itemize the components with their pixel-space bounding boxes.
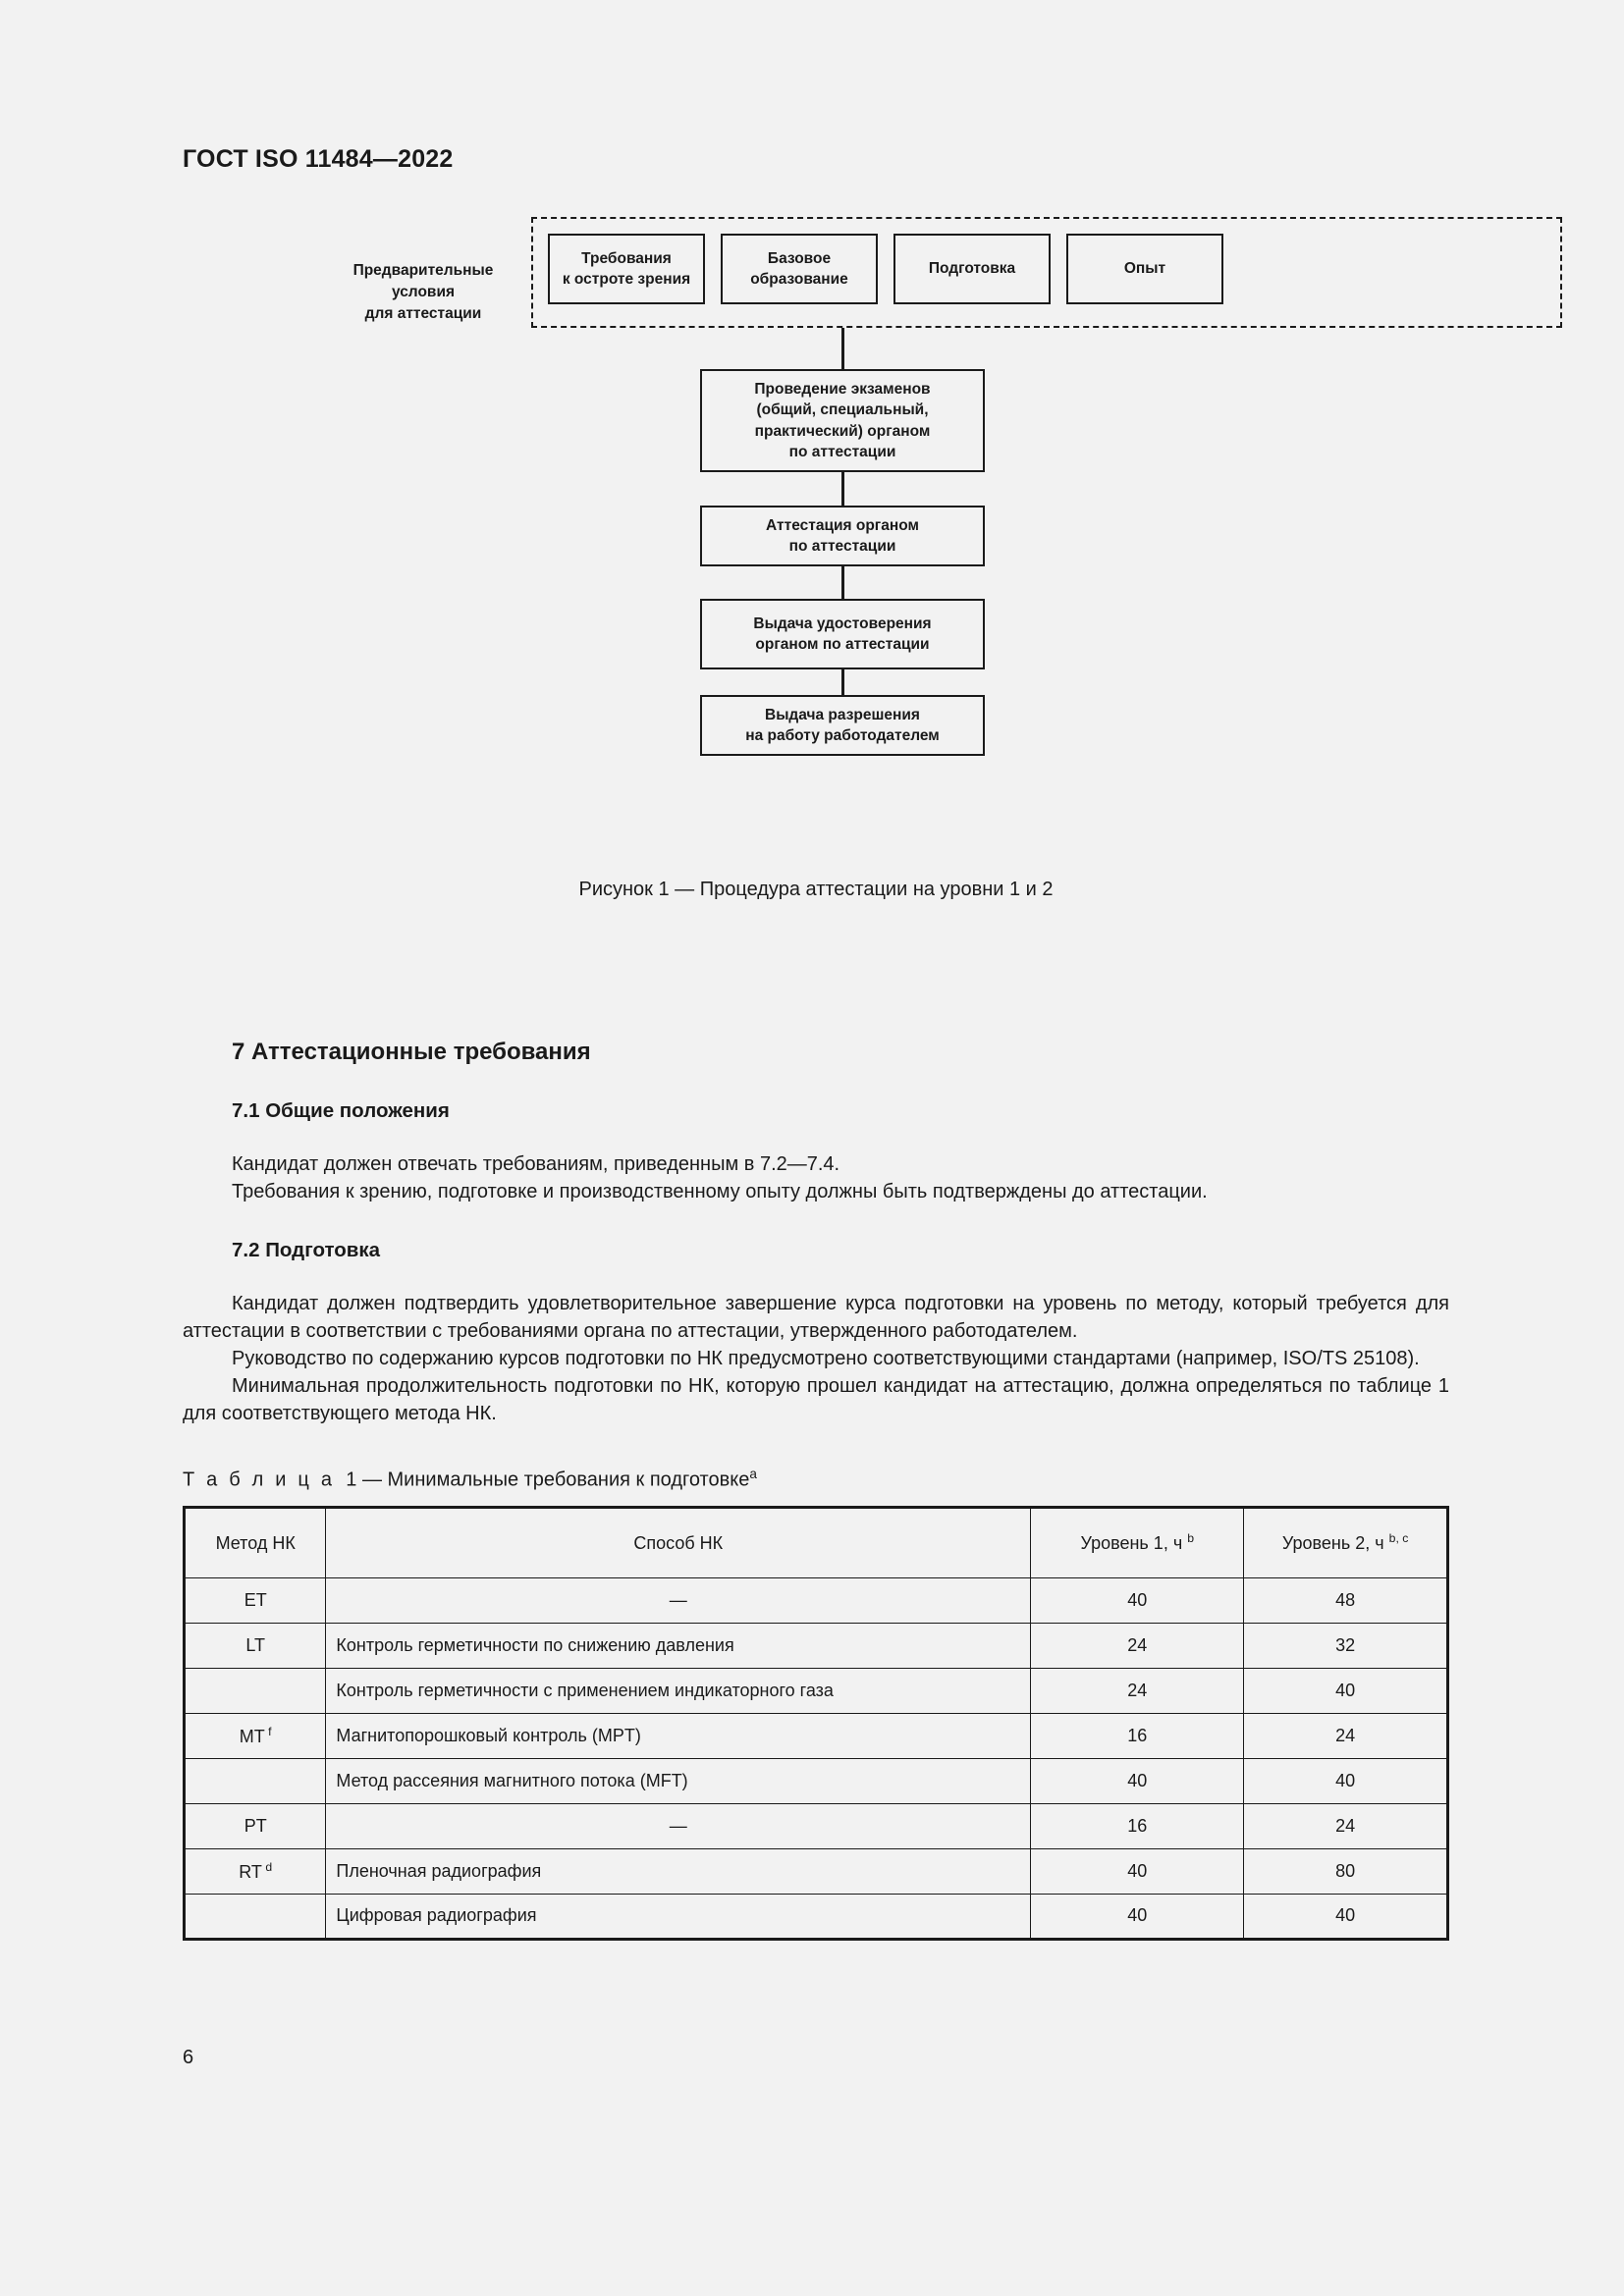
figure-1-flowchart <box>183 211 1449 957</box>
column-header-level2-text: Уровень 2, ч <box>1281 1533 1384 1554</box>
table-header-row <box>185 1507 1448 1577</box>
cell-method-note: f <box>264 1724 272 1738</box>
cell-level1: 16 <box>1031 1713 1244 1758</box>
paragraph-7-1-1: Кандидат должен отвечать требованиям, приведенным в 7.2—7.4. <box>232 1153 840 1175</box>
cell-method <box>185 1894 326 1939</box>
cell-level2: 40 <box>1244 1758 1448 1803</box>
cell-level1: 40 <box>1031 1894 1244 1939</box>
table-row <box>185 1894 1448 1939</box>
flow-box-examinations <box>700 369 985 472</box>
prerequisites-label <box>310 260 536 325</box>
cell-method <box>185 1758 326 1803</box>
flow-box-label: Требования к остроте зрения <box>562 249 691 288</box>
cell-level1: 40 <box>1031 1848 1244 1894</box>
column-header-way-text: Способ НК <box>633 1533 724 1554</box>
section-heading-7-1: 7.1 Общие положения <box>232 1099 450 1122</box>
flow-box-label: Предварительные условия для аттестации <box>352 262 494 322</box>
flow-box-certificate-issue <box>700 599 985 669</box>
flow-box-label: Проведение экзаменов (общий, специальный, практический) органом по аттестации <box>754 380 931 460</box>
cell-method: RT $^d$ <box>185 1848 326 1894</box>
flow-box-label: Выдача разрешения на работу работодателем <box>745 706 940 744</box>
paragraph-7-2-3: Минимальная продолжительность подготовки по НК, которую прошел кандидат на аттестацию, должна определяться по таблице 1 для соответствующего метода НК. <box>183 1375 1449 1424</box>
flow-box-experience <box>1066 234 1223 304</box>
table-head <box>185 1507 1448 1577</box>
table-body <box>185 1577 1448 1939</box>
column-header-level1-note: b <box>1187 1531 1195 1546</box>
flow-box-vision-requirements <box>548 234 705 304</box>
column-header-method-text: Метод НК <box>215 1533 296 1554</box>
table-row <box>185 1668 1448 1713</box>
main-content <box>183 1039 1449 1941</box>
document-header: ГОСТ ISO 11484—2022 <box>183 145 454 173</box>
figure-caption: Рисунок 1 — Процедура аттестации на уровни 1 и 2 <box>578 879 1054 900</box>
cell-method-note: d <box>261 1859 273 1874</box>
cell-level2: 40 <box>1244 1668 1448 1713</box>
column-header-level2 <box>1244 1507 1448 1577</box>
cell-method: PT <box>185 1803 326 1848</box>
paragraph-7-1-2: Требования к зрению, подготовке и производственному опыту должны быть подтверждены до аттестации. <box>232 1181 1208 1202</box>
table-row <box>185 1623 1448 1668</box>
cell-method: LT <box>185 1623 326 1668</box>
flow-box-label: Подготовка <box>928 260 1016 278</box>
column-header-level1-text: Уровень 1, ч <box>1080 1533 1183 1554</box>
section-heading-7: 7 Аттестационные требования <box>232 1039 591 1065</box>
cell-level1: 16 <box>1031 1803 1244 1848</box>
paragraph-7-2-2: Руководство по содержанию курсов подготовки по НК предусмотрено соответствующими стандартами (например, ISO/TS 25108). <box>232 1348 1420 1369</box>
paragraph-7-2-1: Кандидат должен подтвердить удовлетворительное завершение курса подготовки на уровень по методу, который требуется для аттестации в соответствии с требованиями органа по аттестации, утвержденного работодателем. <box>183 1293 1449 1342</box>
table-row <box>185 1758 1448 1803</box>
cell-level2: 40 <box>1244 1894 1448 1939</box>
cell-level2: 80 <box>1244 1848 1448 1894</box>
column-header-way <box>326 1507 1031 1577</box>
column-header-level2-note: b, c <box>1388 1531 1409 1546</box>
cell-way: Пленочная радиография <box>326 1848 1031 1894</box>
flow-box-employer-permit <box>700 695 985 756</box>
column-header-method <box>185 1507 326 1577</box>
cell-method: ET <box>185 1577 326 1623</box>
flow-connector-1 <box>841 328 844 369</box>
cell-way: Контроль герметичности с применением индикаторного газа <box>326 1668 1031 1713</box>
cell-level2: 32 <box>1244 1623 1448 1668</box>
column-header-level1 <box>1031 1507 1244 1577</box>
cell-level1: 40 <box>1031 1758 1244 1803</box>
flow-connector-2 <box>841 472 844 506</box>
flow-box-label: Базовое образование <box>750 249 848 288</box>
cell-way: — <box>326 1577 1031 1623</box>
cell-method <box>185 1668 326 1713</box>
cell-method: MT $^f$ <box>185 1713 326 1758</box>
section-heading-7-2: 7.2 Подготовка <box>232 1239 381 1261</box>
flow-box-label: Выдача удостоверения органом по аттестации <box>753 614 932 653</box>
table-caption-number: 1 <box>346 1468 357 1491</box>
flow-box-label: Аттестация органом по аттестации <box>766 516 919 555</box>
cell-level2: 24 <box>1244 1803 1448 1848</box>
cell-level1: 24 <box>1031 1623 1244 1668</box>
table-caption <box>183 1467 1449 1492</box>
table-row <box>185 1803 1448 1848</box>
cell-level1: 24 <box>1031 1668 1244 1713</box>
cell-level2: 48 <box>1244 1577 1448 1623</box>
cell-way: Магнитопорошковый контроль (MPT) <box>326 1713 1031 1758</box>
table-caption-label: Т а б л и ц а <box>183 1468 336 1491</box>
cell-way: — <box>326 1803 1031 1848</box>
flow-box-basic-education <box>721 234 878 304</box>
cell-level1: 40 <box>1031 1577 1244 1623</box>
table-caption-text: — Минимальные требования к подготовке <box>361 1468 750 1491</box>
table-row <box>185 1848 1448 1894</box>
cell-level2: 24 <box>1244 1713 1448 1758</box>
flow-box-certification-body <box>700 506 985 566</box>
cell-way: Контроль герметичности по снижению давления <box>326 1623 1031 1668</box>
page-number: 6 <box>183 2047 194 2068</box>
flow-box-label: Опыт <box>1123 260 1166 278</box>
flow-box-training <box>893 234 1051 304</box>
training-requirements-table <box>183 1506 1449 1941</box>
table-row <box>185 1713 1448 1758</box>
table-row <box>185 1577 1448 1623</box>
cell-way: Метод рассеяния магнитного потока (MFT) <box>326 1758 1031 1803</box>
cell-way: Цифровая радиография <box>326 1894 1031 1939</box>
table-caption-note: a <box>749 1467 757 1481</box>
flow-connector-3 <box>841 566 844 599</box>
flow-connector-4 <box>841 669 844 695</box>
